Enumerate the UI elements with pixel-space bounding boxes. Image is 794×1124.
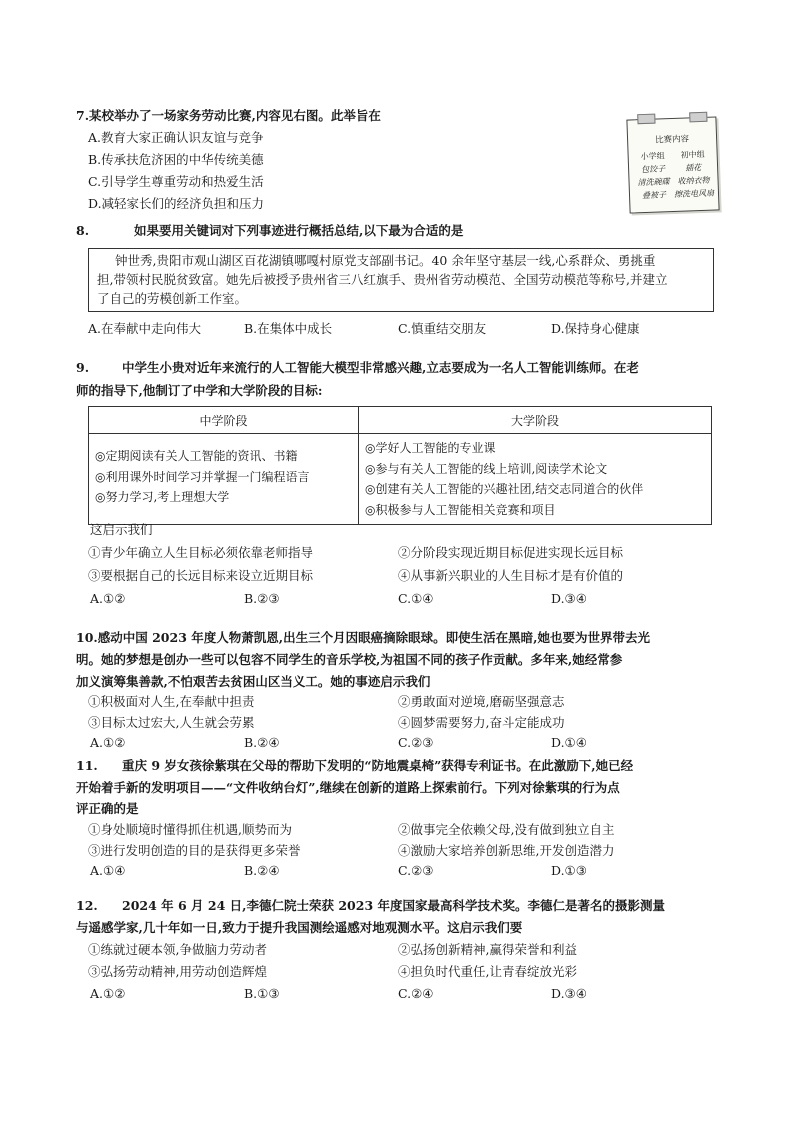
q8-number: 8. (76, 223, 90, 238)
q8-option-c: C.慎重结交朋友 (398, 321, 487, 336)
q9-goals-table (88, 406, 712, 525)
q10-stem-line3: 加义演筹集善款,不怕艰苦去贫困山区当义工。她的事迹启示我们 (76, 674, 431, 689)
note-item: 清洗碗碟 (637, 177, 670, 188)
q9-number: 9. (76, 360, 90, 375)
table-header-university: 大学阶段 (359, 407, 712, 434)
q11-stem-line3: 评正确的是 (76, 801, 139, 816)
q7-option-a: A.教育大家正确认识友谊与竞争 (88, 130, 264, 145)
goal-item: ◎定期阅读有关人工智能的资讯、书籍 (95, 449, 298, 463)
q10-stem-line2: 明。她的梦想是创办一些可以包容不同学生的音乐学校,为祖国不同的孩子作贡献。多年来,她经常参 (76, 652, 623, 667)
goal-item: ◎积极参与人工智能相关竞赛和项目 (365, 502, 556, 517)
q11-option-a: A.①④ (90, 863, 126, 878)
note-item: 收纳衣物 (677, 175, 710, 186)
q9-option-c: C.①④ (398, 591, 434, 606)
q10-option-b: B.②④ (244, 735, 280, 750)
q10-item-3: ③目标太过宏大,人生就会劳累 (88, 715, 255, 730)
q8-box-line: 了自己的劳模创新工作室。 (97, 291, 248, 306)
q11-option-c: C.②③ (398, 863, 434, 878)
q12-option-b: B.①③ (244, 986, 280, 1001)
q11-item-4: ④激励大家培养创新思维,开发创造潜力 (398, 843, 615, 858)
note-title: 比赛内容 (654, 134, 690, 146)
q9-item-1: ①青少年确立人生目标必须依靠老师指导 (88, 545, 314, 560)
q10-option-a: A.①② (90, 735, 126, 750)
note-item: 包饺子 (640, 164, 666, 175)
q8-option-a: A.在奉献中走向伟大 (88, 321, 202, 336)
q11-number: 11. (76, 758, 98, 773)
q11-stem-line2: 开始着手新的发明项目——“文件收纳台灯”,继续在创新的道路上探索前行。下列对徐紫琪的行为点 (76, 780, 620, 795)
q12-option-d: D.③④ (551, 986, 587, 1001)
q8-material-box (88, 248, 714, 312)
q8-box-line: 担,带领村民脱贫致富。她先后被授予贵州省三八红旗手、贵州省劳动模范、全国劳动模范等称号,并建立 (97, 272, 668, 287)
q12-item-4: ④担负时代重任,让青春绽放光彩 (398, 964, 577, 979)
q12-option-c: C.②④ (398, 986, 434, 1001)
q10-item-4: ④圆梦需要努力,奋斗定能成功 (398, 715, 565, 730)
q11-item-3: ③进行发明创造的目的是获得更多荣誉 (88, 843, 301, 858)
q7-note-figure (626, 116, 719, 213)
q10-stem-line1: 10.感动中国 2023 年度人物萧凯恩,出生三个月因眼癌摘除眼球。即使生活在黑暗,她也要为世界带去光 (76, 630, 650, 645)
q12-item-1: ①练就过硬本领,争做脑力劳动者 (88, 942, 267, 957)
q8-box-line: 钟世秀,贵阳市观山湖区百花湖镇哪嘎村原党支部副书记。40 余年坚守基层一线,心系群众、勇挑重 (115, 253, 656, 268)
goal-item: ◎学好人工智能的专业课 (365, 441, 496, 455)
q8-stem: 如果要用关键词对下列事迹进行概括总结,以下最为合适的是 (134, 223, 464, 238)
q12-number: 12. (76, 898, 98, 913)
tape-icon (689, 112, 707, 123)
goal-item: ◎创建有关人工智能的兴趣社团,结交志同道合的伙伴 (365, 482, 644, 496)
q9-option-b: B.②③ (244, 591, 280, 606)
tape-icon (637, 114, 655, 125)
q10-item-1: ①积极面对人生,在奉献中担责 (88, 694, 255, 709)
table-cell-university (359, 434, 712, 525)
goal-item: ◎参与有关人工智能的线上培训,阅读学术论文 (365, 461, 608, 476)
note-item: 擦洗电风扇 (673, 188, 715, 199)
q9-item-3: ③要根据自己的长远目标来设立近期目标 (88, 568, 314, 583)
goal-item: ◎利用课外时间学习并掌握一门编程语言 (95, 469, 310, 484)
table-header-middle-school: 中学阶段 (89, 407, 359, 434)
q11-item-1: ①身处顺境时懂得抓住机遇,顺势而为 (88, 822, 292, 837)
q7-option-d: D.减轻家长们的经济负担和压力 (88, 196, 265, 211)
q12-item-3: ③弘扬劳动精神,用劳动创造辉煌 (88, 964, 267, 979)
q11-stem-line1: 重庆 9 岁女孩徐紫琪在父母的帮助下发明的“防地震桌椅”获得专利证书。在此激励下,她已经 (122, 758, 634, 773)
q12-stem-line1: 2024 年 6 月 24 日,李德仁院士荣获 2023 年度国家最高科学技术奖。李德仁是著名的摄影测量 (122, 898, 665, 913)
q10-option-c: C.②③ (398, 735, 434, 750)
q9-option-d: D.③④ (551, 591, 587, 606)
q9-option-a: A.①② (90, 591, 126, 606)
q12-item-2: ②弘扬创新精神,赢得荣誉和利益 (398, 942, 577, 957)
q10-option-d: D.①④ (551, 735, 587, 750)
q9-stem-line2: 师的指导下,他制订了中学和大学阶段的目标: (76, 383, 323, 398)
note-item: 插花 (684, 163, 702, 173)
note-col-junior (672, 148, 714, 201)
q11-option-d: D.①③ (551, 863, 587, 878)
q8-option-d: D.保持身心健康 (551, 321, 640, 336)
q9-item-2: ②分阶段实现近期目标促进实现长远目标 (398, 545, 624, 560)
q11-option-b: B.②④ (244, 863, 280, 878)
note-col-primary (632, 149, 674, 202)
table-cell-middle-school (89, 434, 359, 525)
note-item: 叠被子 (641, 190, 667, 201)
q12-stem-line2: 与遥感学家,几十年如一日,致力于提升我国测绘遥感对地观测水平。这启示我们要 (76, 920, 523, 935)
q9-lead: 这启示我们 (90, 522, 153, 537)
q7-option-c: C.引导学生尊重劳动和热爱生活 (88, 174, 264, 189)
q12-option-a: A.①② (90, 986, 126, 1001)
q11-item-2: ②做事完全依赖父母,没有做到独立自主 (398, 822, 615, 837)
q9-item-4: ④从事新兴职业的人生目标才是有价值的 (398, 568, 624, 583)
note-col-header: 初中组 (680, 149, 705, 160)
q7-stem: 7.某校举办了一场家务劳动比赛,内容见右图。此举旨在 (76, 108, 381, 123)
q7-option-b: B.传承扶危济困的中华传统美德 (88, 152, 264, 167)
goal-item: ◎努力学习,考上理想大学 (95, 490, 230, 504)
q9-stem-line1: 中学生小贵对近年来流行的人工智能大模型非常感兴趣,立志要成为一名人工智能训练师。在老 (122, 360, 639, 375)
note-col-header: 小学组 (640, 151, 665, 162)
q10-item-2: ②勇敢面对逆境,磨砺坚强意志 (398, 694, 565, 709)
q8-option-b: B.在集体中成长 (244, 321, 333, 336)
